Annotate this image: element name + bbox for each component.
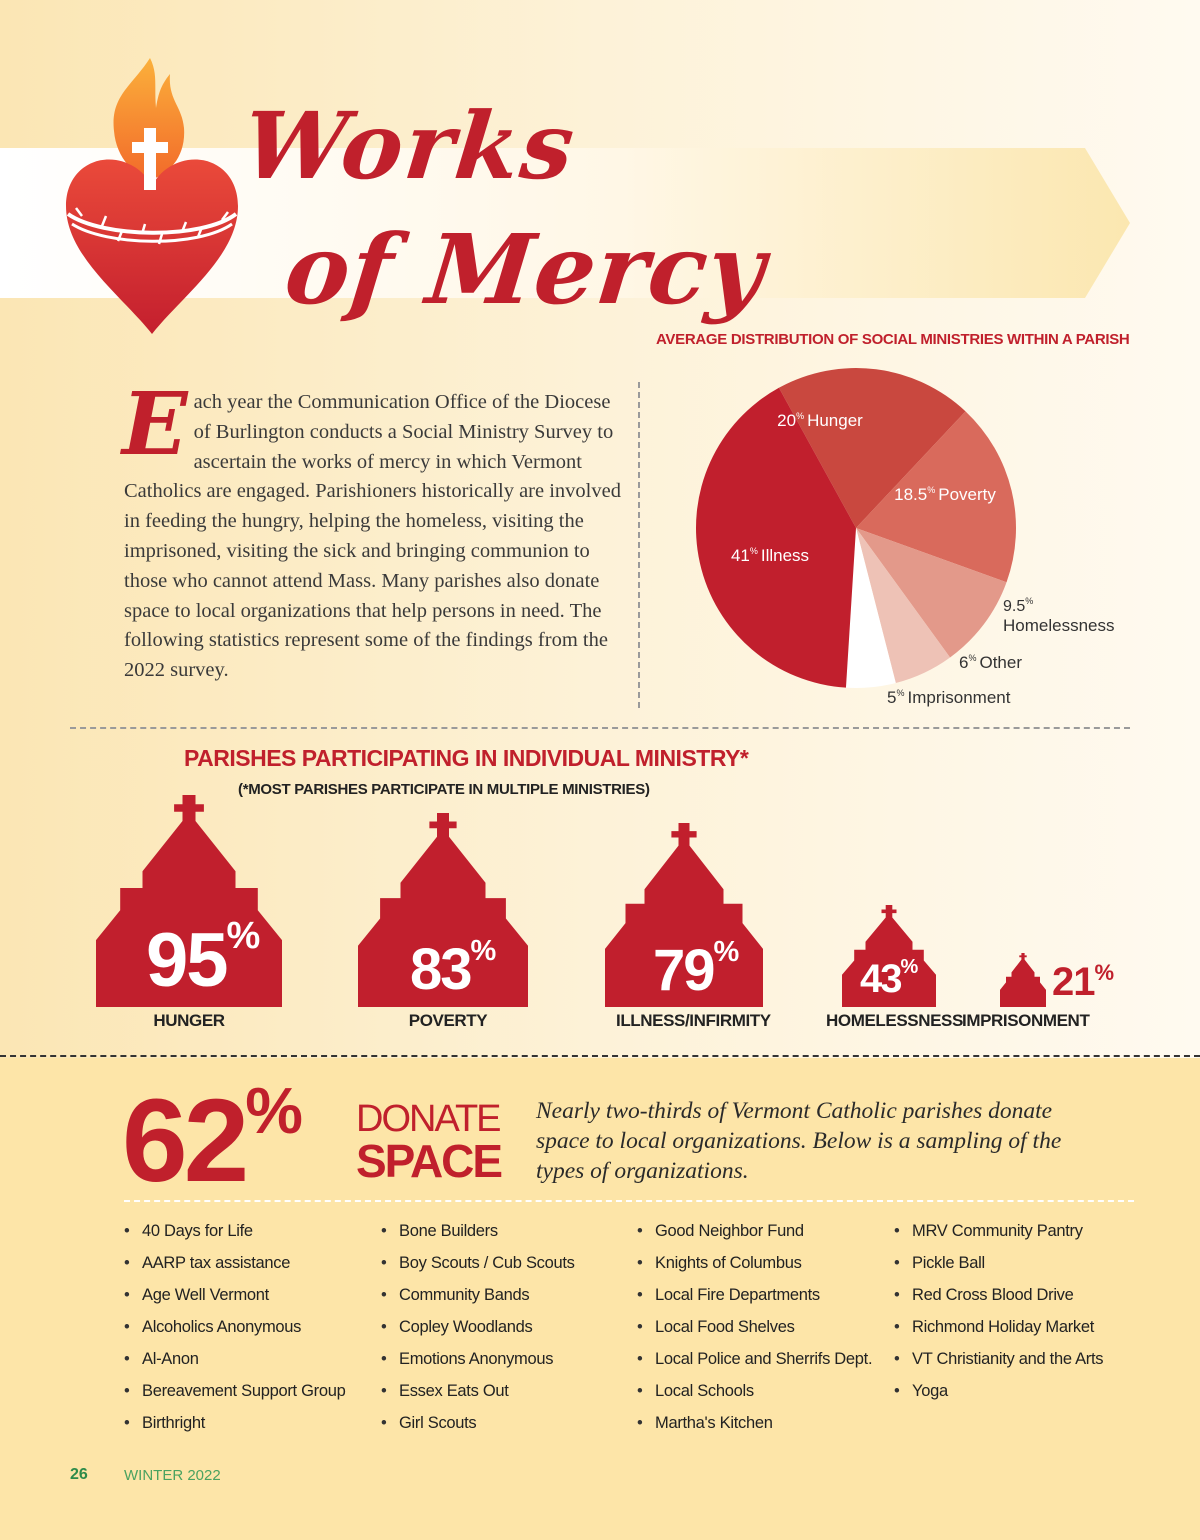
donate-percent: 62% [122, 1073, 303, 1207]
organization-item: • Emotions Anonymous [381, 1346, 575, 1378]
page-title-of-mercy: of Mercy [280, 213, 771, 326]
label-homelessness: HOMELESSNESS [826, 1011, 963, 1030]
organization-item: • Knights of Columbus [637, 1250, 872, 1282]
organization-item: • Boy Scouts / Cub Scouts [381, 1250, 575, 1282]
organization-item: • AARP tax assistance [124, 1250, 345, 1282]
donate-note: Nearly two-thirds of Vermont Catholic parishes donate space to local organizations. Below is a sampling of the types of organizations. [536, 1098, 1062, 1184]
organization-item: • Alcoholics Anonymous [124, 1314, 345, 1346]
label-hunger: HUNGER [153, 1011, 225, 1030]
organization-item: • Birthright [124, 1410, 345, 1442]
pie-label-imprisonment: 5% Imprisonment [887, 688, 1011, 707]
issue-label: WINTER 2022 [124, 1467, 221, 1484]
organization-item: • 40 Days for Life [124, 1218, 345, 1250]
drop-cap: E [122, 374, 188, 475]
organization-item: • VT Christianity and the Arts [894, 1346, 1103, 1378]
label-imprisonment: IMPRISONMENT [962, 1011, 1090, 1030]
organizations-column-3 [637, 1218, 872, 1442]
organizations-divider [124, 1200, 1134, 1202]
organization-item: • Richmond Holiday Market [894, 1314, 1103, 1346]
space-word: SPACE [356, 1135, 502, 1187]
organization-item: • Local Police and Sherrifs Dept. [637, 1346, 872, 1378]
label-poverty: POVERTY [408, 1011, 488, 1030]
organization-item: • Age Well Vermont [124, 1282, 345, 1314]
intro-paragraph [122, 374, 624, 686]
church-illness [605, 823, 763, 1007]
page-title-works: Works [238, 92, 581, 200]
pie-label-homelessness: Homelessness [1003, 616, 1115, 635]
page-number: 26 [70, 1466, 88, 1483]
organizations-column-1 [124, 1218, 345, 1442]
pie-label-hunger: 20% Hunger [777, 411, 863, 430]
organization-item: • Local Food Shelves [637, 1314, 872, 1346]
organization-item: • Bone Builders [381, 1218, 575, 1250]
pie-label-poverty: 18.5% Poverty [894, 485, 996, 504]
organization-item: • Essex Eats Out [381, 1378, 575, 1410]
label-illness: ILLNESS/INFIRMITY [616, 1011, 771, 1030]
intro-text: ach year the Communication Office of the Diocese of Burlington conducts a Social Ministry Survey to ascertain the works of mercy in which Vermont Catholics are engaged. Parishioners historically are involved in feeding the hungry, helping the homeless, visiting the imprisoned, visiting the sick and bringing communion to those who cannot attend Mass. Many parishes also donate space to local organizations that help persons in need. The following statistics represent some of the findings from the 2022 survey. [124, 391, 621, 682]
pie-label-homelessness-value: 9.5% [1003, 596, 1034, 615]
organization-item: • Bereavement Support Group [124, 1378, 345, 1410]
organization-item: • Yoga [894, 1378, 1103, 1410]
organization-item: • Good Neighbor Fund [637, 1218, 872, 1250]
percent-hunger: 95% [146, 915, 261, 1003]
organization-item: • Martha's Kitchen [637, 1410, 872, 1442]
organization-item: • Community Bands [381, 1282, 575, 1314]
percent-poverty: 83% [410, 934, 497, 1002]
church-imprisonment [1000, 953, 1046, 1007]
organization-item: • Pickle Ball [894, 1250, 1103, 1282]
church-hunger [96, 795, 282, 1007]
organizations-column-4 [894, 1218, 1103, 1410]
organization-item: • Girl Scouts [381, 1410, 575, 1442]
percent-homelessness: 43% [860, 956, 919, 1001]
church-homelessness [842, 905, 936, 1007]
organization-item: • Copley Woodlands [381, 1314, 575, 1346]
section-divider-2 [0, 1055, 1200, 1057]
participation-subtitle: (*MOST PARISHES PARTICIPATE IN MULTIPLE MINISTRIES) [238, 781, 650, 798]
distribution-pie-chart [680, 380, 1115, 716]
organization-item: • Al-Anon [124, 1346, 345, 1378]
participation-title: PARISHES PARTICIPATING IN INDIVIDUAL MINISTRY* [184, 745, 749, 771]
section-divider [70, 727, 1130, 729]
percent-illness: 79% [653, 935, 740, 1003]
percent-imprisonment: 21% [1052, 960, 1114, 1004]
church-icon [1000, 953, 1046, 1007]
pie-label-illness: 41% Illness [730, 546, 810, 565]
organization-item: • Local Fire Departments [637, 1282, 872, 1314]
organizations-column-2 [381, 1218, 575, 1442]
donate-word: DONATE [356, 1098, 500, 1140]
pie-chart-title: AVERAGE DISTRIBUTION OF SOCIAL MINISTRIES WITHIN A PARISH [656, 331, 1130, 348]
organization-item: • MRV Community Pantry [894, 1218, 1103, 1250]
church-shape [1000, 953, 1046, 1007]
vertical-divider [638, 382, 640, 708]
sacred-heart-icon [62, 56, 242, 342]
organization-item: • Local Schools [637, 1378, 872, 1410]
church-poverty [358, 813, 528, 1007]
pie-label-other: 6% Other [959, 653, 1023, 672]
organization-item: • Red Cross Blood Drive [894, 1282, 1103, 1314]
